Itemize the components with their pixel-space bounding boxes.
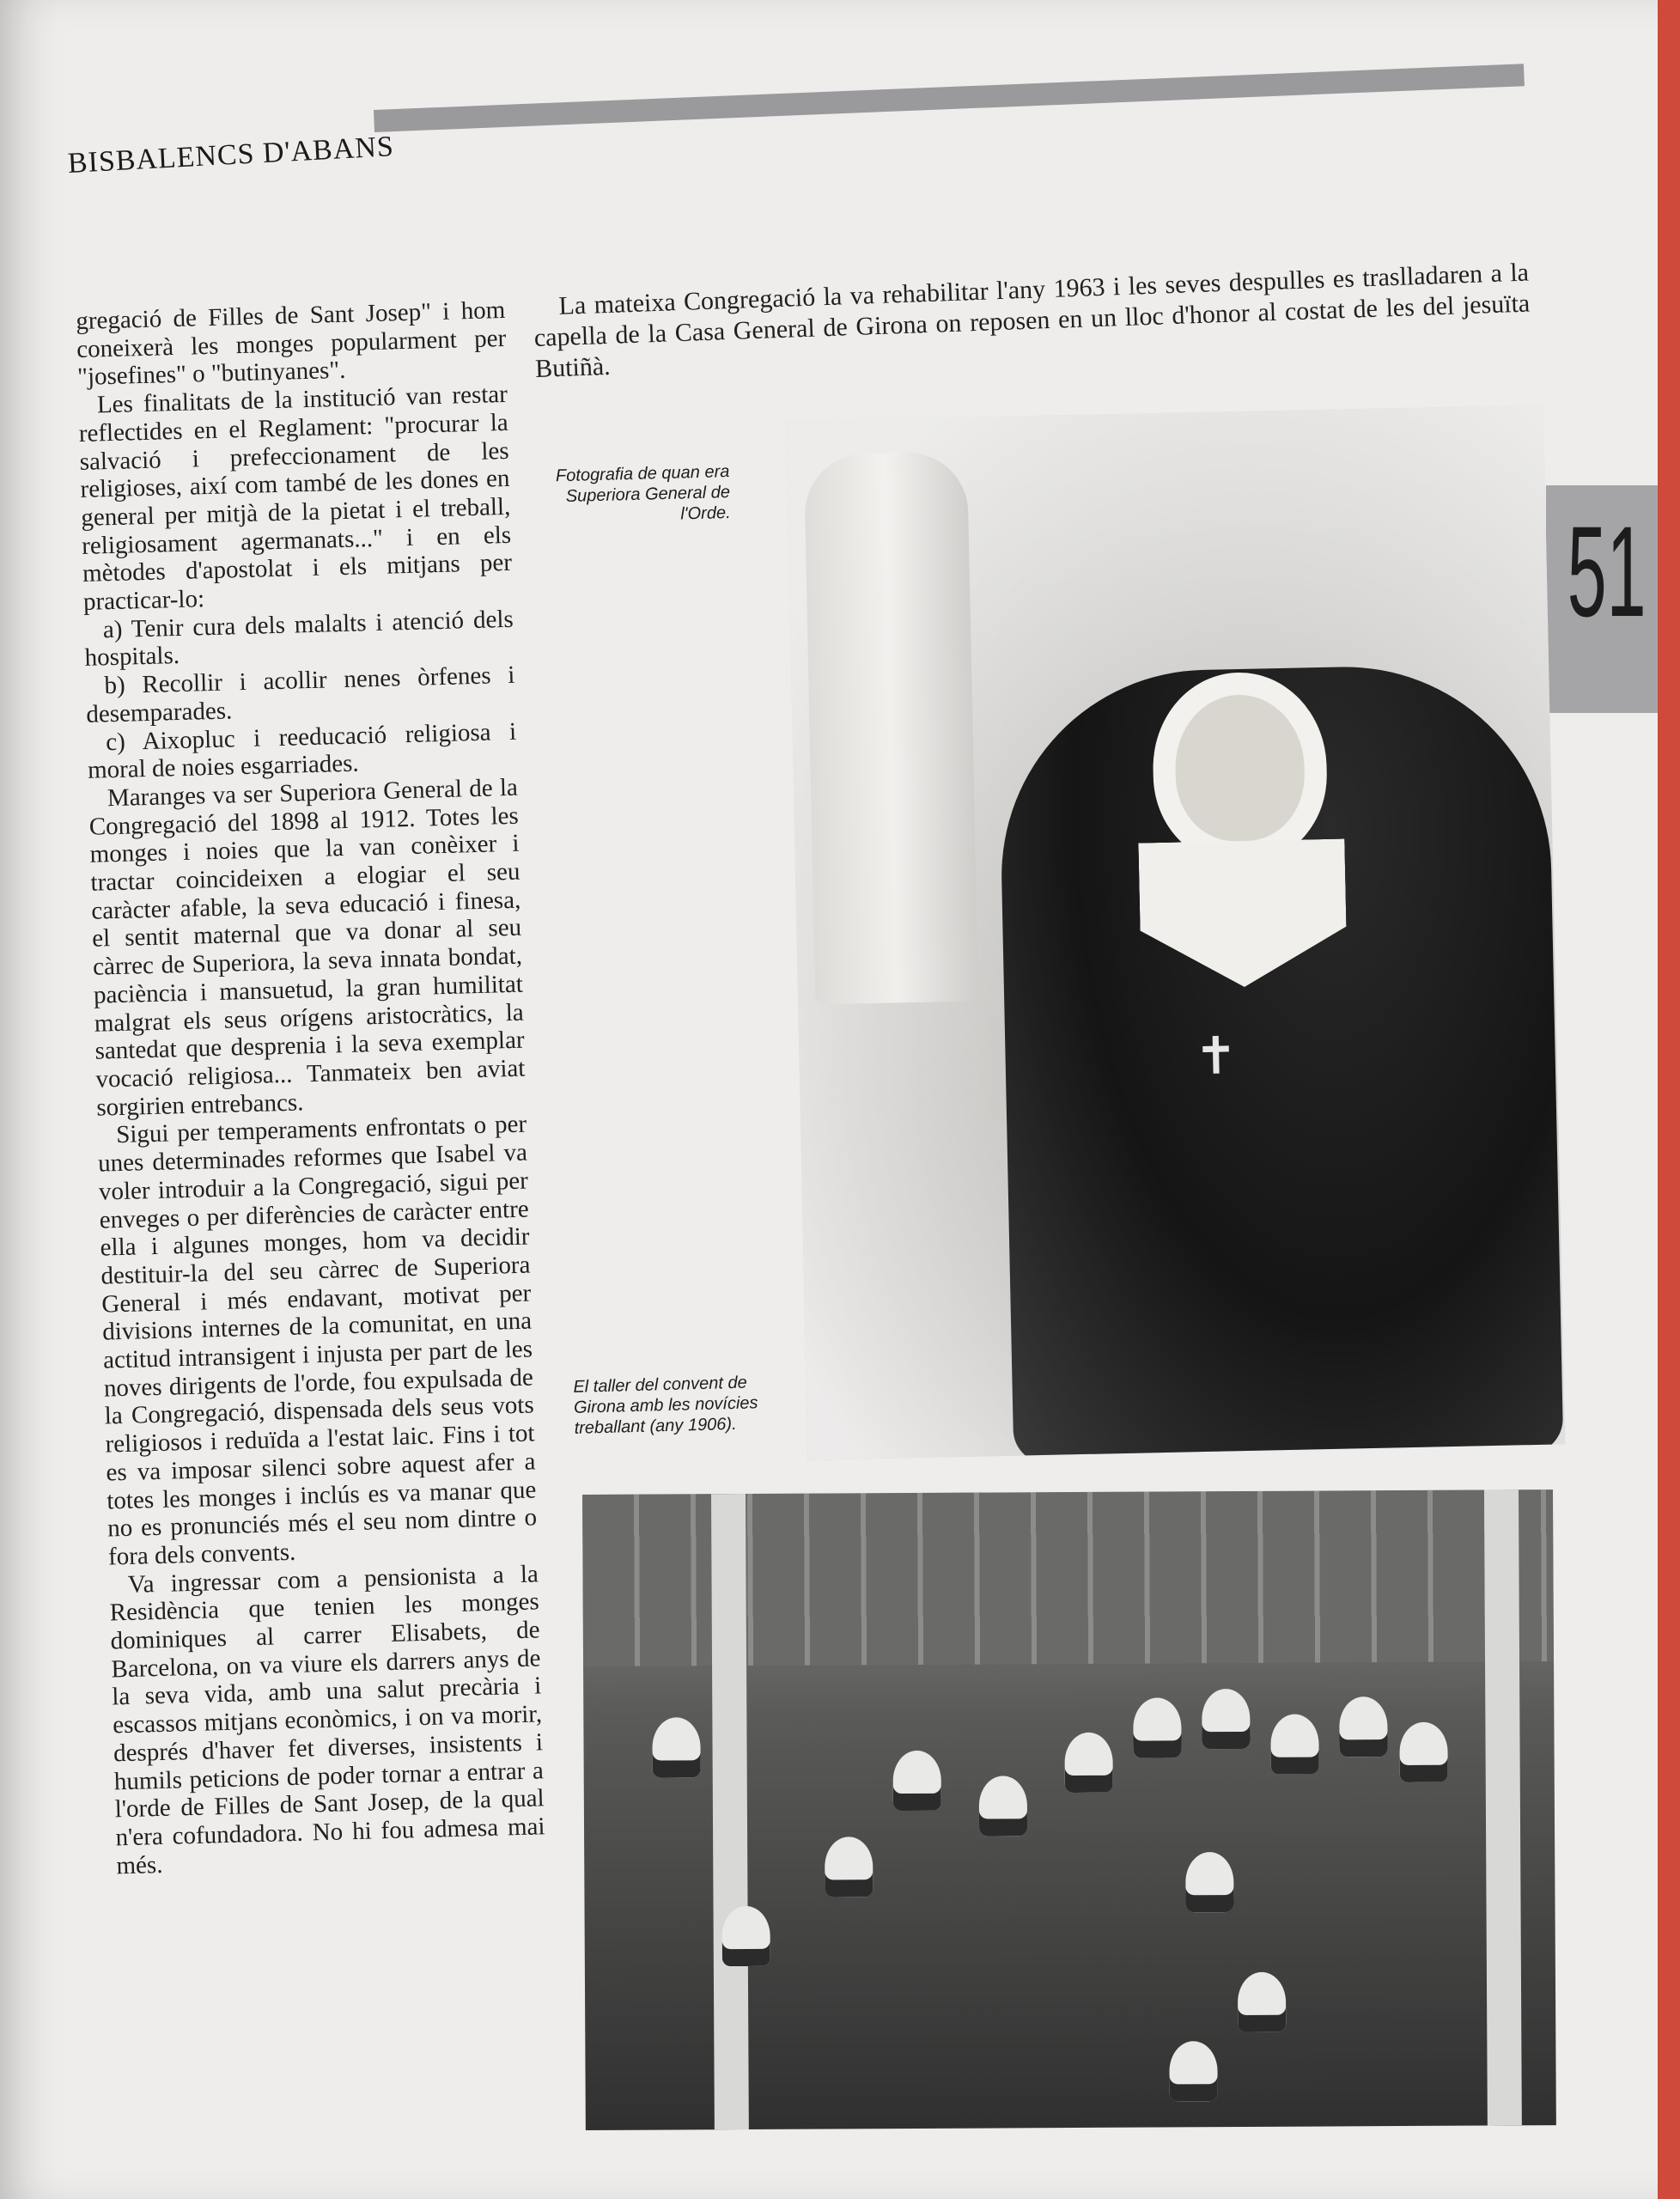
workshop-caption: El taller del convent de Girona amb les novícies treballant (any 1906). (573, 1373, 758, 1438)
statue-figure (804, 452, 978, 1005)
list-item: c) Aixopluc i reeducació religiosa i moral de noies esgarriades. (87, 717, 517, 785)
page-number: 51 (1567, 499, 1647, 643)
body-paragraph: Sigui per temperaments enfrontats o per unes determinades reformes que Isabel va voler introduir a la Congregació, sigui per enveges o per diferències de caràcter entre ella i algunes monges, hom va decidir destituir-la del seu càrrec de Superiora General i més endavant, motivat per divisions internes de la comunitat, en una actitud intransigent i injusta per part de les noves dirigents de l'orde, fou expulsada de la Congregació, dispensada dels seus vots religiosos i reduïda a l'estat laic. Fins i tot es va imposar silenci sobre aquest afer a totes les monges i inclús es va manar que no es pronunciés més el seu nom dintre o fora dels convents. (97, 1110, 538, 1571)
novice-figure (1169, 2041, 1217, 2101)
header-rule (374, 64, 1525, 132)
list-item: b) Recollir i acollir nenes òrfenes i desemparades. (85, 661, 515, 728)
body-paragraph: Va ingressar com a pensionista a la Residència que tenien les monges dominiques al carrer Elisabets, de Barcelona, on va viure els darrers anys de la seva vida, amb una salut precària i escassos mitjans econòmics, i on va morir, després d'haver fet diverses, insistents i humils peticions de poder tornar a entrar a l'orde de Filles de Sant Josep, de la qual n'era cofundadora. No hi fou admesa mai més. (109, 1560, 545, 1880)
window-column (1484, 1489, 1522, 2125)
novice-figure (825, 1837, 873, 1897)
novice-figure (979, 1776, 1027, 1836)
cross-icon: ✝ (1193, 1026, 1239, 1087)
portrait-photo (786, 405, 1565, 1460)
body-paragraph: gregació de Filles de Sant Josep" i hom coneixerà les monges popularment per "josefines" o "butinyanes". (76, 295, 507, 392)
section-label: BISBALENCS D'ABANS (67, 131, 395, 180)
novice-figure (722, 1906, 770, 1966)
novice-figure (1133, 1697, 1181, 1757)
portrait-caption: Fotografia de quan era Superiora General de l'Orde. (555, 462, 731, 524)
body-paragraph: Les finalitats de la institució van restar reflectides en el Reglament: "procurar la salvació i prefeccionament de les religioses, així com també de les dones en general per mitjà de la pietat i el treball, religiosament agermanats..." i en els mètodes d'apostolat i els mitjans per practicar-lo: (78, 380, 513, 616)
window-column (711, 1494, 749, 2129)
body-paragraph: Maranges va ser Superiora General de la Congregació del 1898 al 1912. Totes les monges i noies que la van conèixer i tractar coincideixen a elogiar el seu caràcter afable, la seva educació i finesa, el sentit maternal que va donar al seu càrrec de Superiora, la seva innata bondat, paciència i mansuetud, la gran humilitat malgrat els seus orígens aristocràtics, la santedat que desprenia i la seva exemplar vocació religiosa... Tanmateix ben aviat sorgirien entrebancs. (88, 773, 526, 1122)
novice-figure (1270, 1715, 1318, 1775)
list-item: a) Tenir cura dels malalts i atenció dels hospitals. (84, 605, 514, 673)
novice-figure (652, 1717, 700, 1777)
novice-figure (1185, 1852, 1233, 1912)
novice-figure (1202, 1689, 1250, 1749)
workshop-photo (582, 1489, 1556, 2130)
novice-figure (1064, 1733, 1112, 1793)
novice-figure (1238, 1972, 1286, 2032)
body-column (76, 296, 546, 1880)
novice-figure (1399, 1722, 1447, 1782)
novice-figure (1339, 1696, 1387, 1757)
intro-paragraph: La mateixa Congregació la va rehabilitar l'any 1963 i les seves despulles es traslladaren a la capella de la Casa General de Girona on reposen en un lloc d'honor al costat de les del jesuïta Butiñà. (533, 258, 1531, 383)
novice-figure (893, 1751, 941, 1811)
